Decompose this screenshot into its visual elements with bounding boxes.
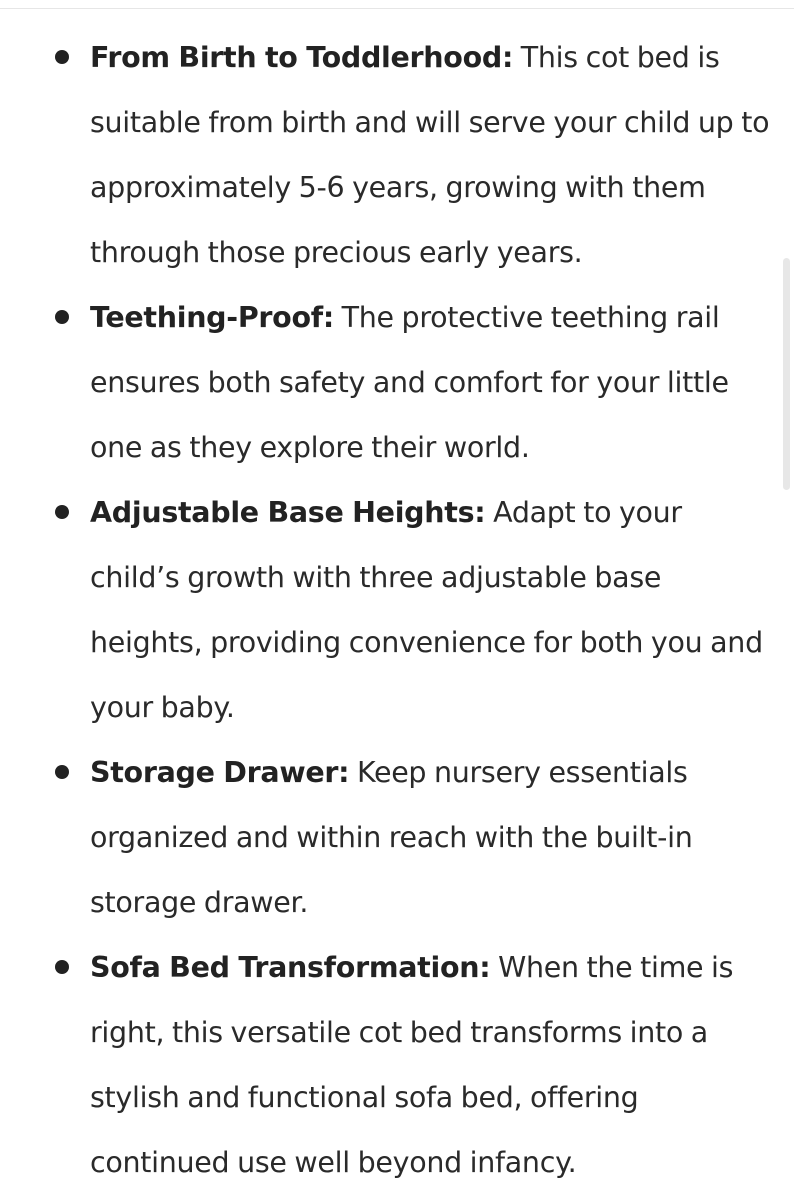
feature-title: Adjustable Base Heights: [90, 496, 486, 529]
bullet-icon [55, 505, 69, 519]
bullet-icon [55, 50, 69, 64]
list-item [0, 25, 770, 285]
feature-description: Adapt to your child’s growth with three adjustable base heights, providing convenience for both you and your baby. [90, 496, 763, 724]
list-item [0, 935, 770, 1195]
feature-title: Sofa Bed Transformation: [90, 951, 491, 984]
top-divider [0, 8, 794, 9]
feature-title: Storage Drawer: [90, 756, 350, 789]
list-item [0, 285, 770, 480]
feature-title: From Birth to Toddlerhood: [90, 41, 514, 74]
bullet-icon [55, 765, 69, 779]
feature-title: Teething-Proof: [90, 301, 334, 334]
feature-description: Keep nursery essentials organized and within reach with the built-in storage drawer. [90, 756, 693, 919]
bullet-icon [55, 960, 69, 974]
feature-description: When the time is right, this versatile cot bed transforms into a stylish and functional sofa bed, offering continued use well beyond infancy. [90, 951, 734, 1179]
feature-list [0, 25, 770, 1195]
list-item [0, 480, 770, 740]
scrollbar-thumb[interactable] [783, 258, 790, 490]
feature-description: This cot bed is suitable from birth and will serve your child up to approximately 5-6 years, growing with them through those precious early years. [90, 41, 770, 269]
bullet-icon [55, 310, 69, 324]
feature-description: The protective teething rail ensures both safety and comfort for your little one as they explore their world. [90, 301, 729, 464]
list-item [0, 740, 770, 935]
